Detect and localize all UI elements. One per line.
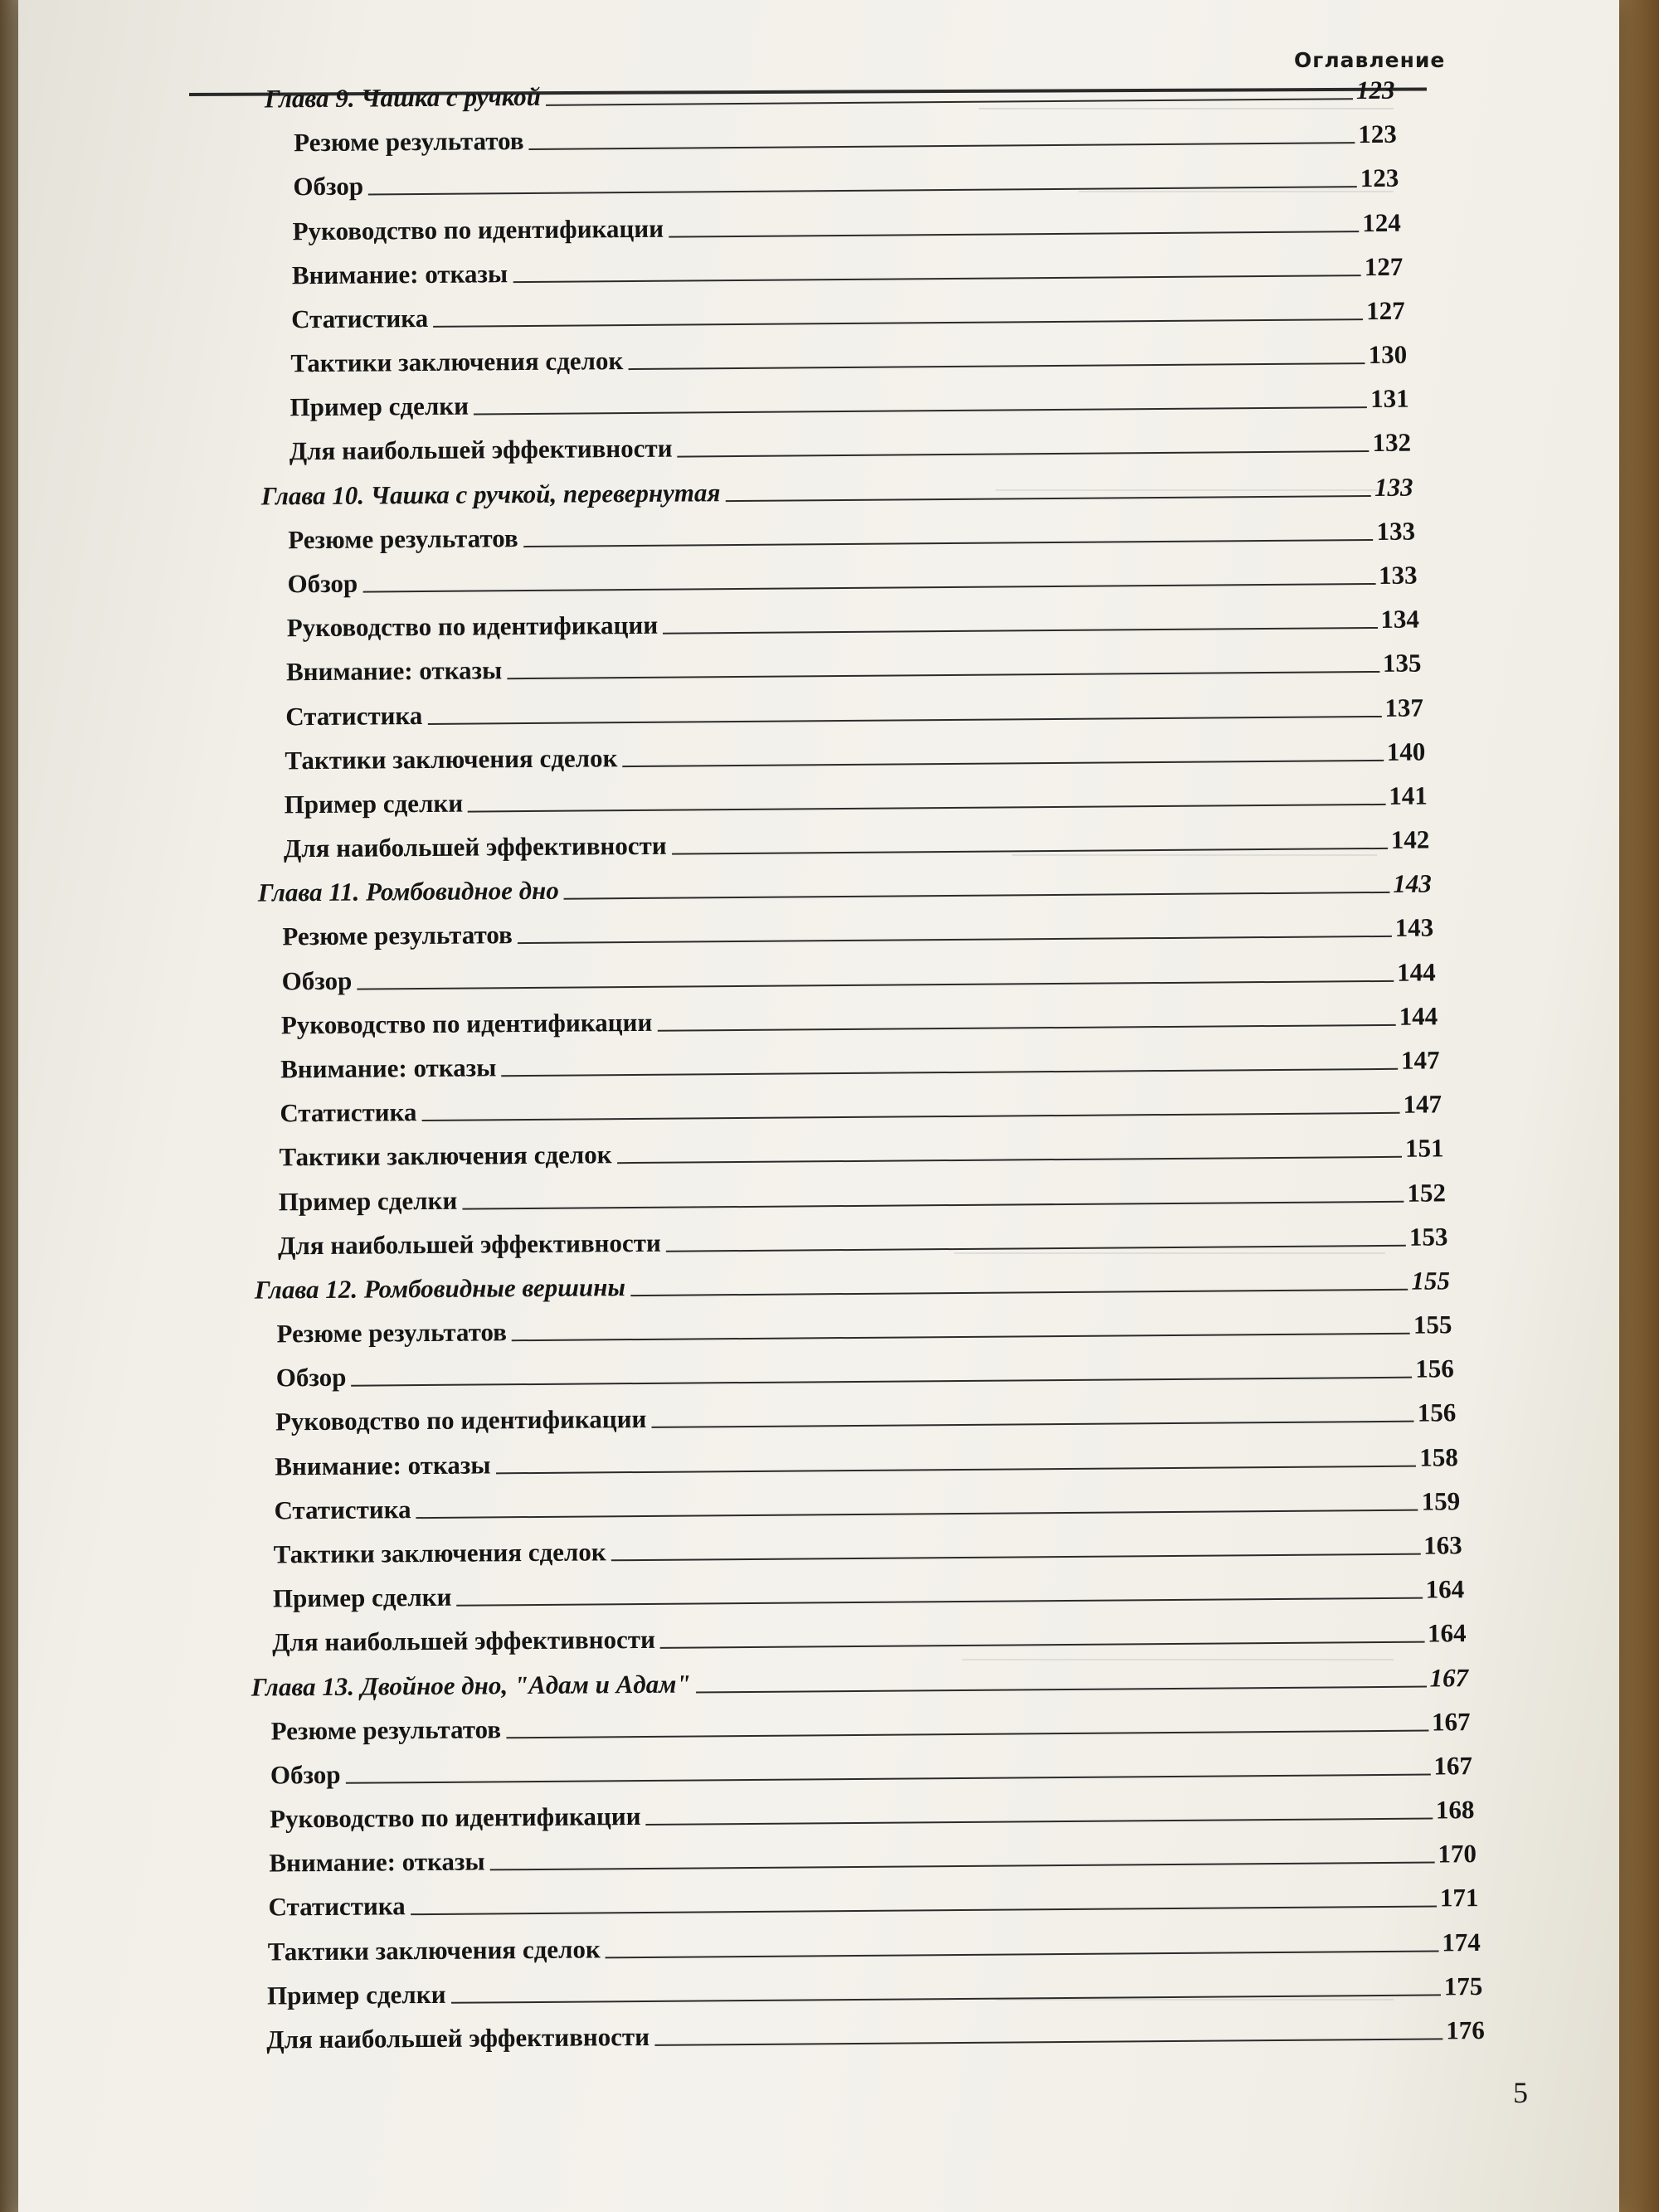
toc-entry-title: Тактики заключения сделок xyxy=(290,346,624,378)
toc-section-entry xyxy=(269,1835,1484,1879)
toc-section-entry xyxy=(292,204,1408,246)
leader-line xyxy=(468,804,1385,813)
toc-entry-page: 167 xyxy=(1429,1662,1469,1693)
toc-entry-page: 142 xyxy=(1390,824,1430,854)
toc-entry-title: Руководство по идентификации xyxy=(292,213,664,246)
toc-entry-page: 130 xyxy=(1368,339,1408,370)
toc-section-entry xyxy=(291,293,1413,335)
toc-entry-title: Внимание: отказы xyxy=(285,655,503,687)
leader-line xyxy=(501,1068,1398,1077)
leader-line xyxy=(451,1994,1441,2003)
toc-entry-page: 132 xyxy=(1372,428,1412,458)
toc-section-entry xyxy=(272,1615,1474,1657)
toc-entry-page: 156 xyxy=(1415,1354,1454,1383)
toc-entry-title: Тактики заключения сделок xyxy=(279,1140,612,1172)
page-number: 5 xyxy=(1513,2076,1528,2109)
leader-line xyxy=(351,1377,1412,1387)
toc-entry-page: 167 xyxy=(1433,1751,1473,1781)
leader-line xyxy=(628,362,1365,370)
toc-section-entry xyxy=(266,2012,1492,2055)
toc-entry-title: Резюме результатов xyxy=(270,1714,502,1746)
toc-entry-title: Резюме результатов xyxy=(282,920,513,951)
toc-entry-page: 159 xyxy=(1421,1486,1461,1516)
leader-line xyxy=(529,142,1355,150)
toc-entry-title: Внимание: отказы xyxy=(275,1450,491,1481)
toc-entry-page: 134 xyxy=(1380,604,1420,634)
toc-entry-page: 155 xyxy=(1413,1310,1452,1339)
toc-section-entry xyxy=(293,160,1407,202)
toc-entry-page: 127 xyxy=(1364,251,1404,281)
toc-chapter-entry xyxy=(265,72,1403,114)
toc-entry-page: 140 xyxy=(1386,737,1426,766)
toc-entry-title: Пример сделки xyxy=(289,391,469,422)
toc-entry-page: 137 xyxy=(1384,693,1424,722)
toc-section-entry xyxy=(285,689,1431,732)
toc-entry-page: 124 xyxy=(1362,207,1401,237)
toc-section-entry xyxy=(290,337,1415,379)
toc-entry-page: 167 xyxy=(1431,1706,1471,1737)
leader-line xyxy=(611,1553,1420,1562)
toc-entry-page: 133 xyxy=(1378,560,1418,590)
leader-line xyxy=(606,1950,1439,1958)
toc-entry-page: 133 xyxy=(1376,516,1416,546)
toc-entry-page: 133 xyxy=(1374,472,1413,502)
toc-section-entry xyxy=(268,1879,1486,1923)
toc-entry-title: Глава 9. Чашка с ручкой xyxy=(264,81,542,114)
leader-line xyxy=(657,1024,1395,1032)
toc-entry-title: Внимание: отказы xyxy=(269,1846,485,1878)
toc-entry-title: Глава 13. Двойное дно, "Адам и Адам" xyxy=(251,1669,691,1702)
toc-section-entry xyxy=(270,1748,1481,1790)
toc-entry-title: Резюме результатов xyxy=(276,1317,508,1349)
toc-entry-page: 164 xyxy=(1427,1618,1467,1648)
toc-entry-title: Для наибольшей эффективности xyxy=(266,2021,650,2054)
toc-section-entry xyxy=(270,1704,1478,1746)
leader-line xyxy=(357,980,1394,989)
toc-entry-title: Руководство по идентификации xyxy=(270,1801,641,1834)
toc-entry-page: 176 xyxy=(1446,2015,1485,2045)
toc-entry-page: 123 xyxy=(1358,119,1397,149)
leader-line xyxy=(666,1244,1406,1252)
toc-entry-title: Внимание: отказы xyxy=(280,1053,497,1084)
toc-entry-title: Обзор xyxy=(275,1363,347,1393)
running-header: Оглавление xyxy=(1294,48,1446,72)
toc-chapter-entry xyxy=(258,866,1440,908)
toc-entry-title: Статистика xyxy=(268,1891,406,1922)
toc-section-entry xyxy=(287,601,1428,644)
toc-entry-page: 143 xyxy=(1394,912,1434,943)
toc-entry-page: 155 xyxy=(1411,1266,1451,1296)
toc-entry-title: Обзор xyxy=(287,568,358,599)
leader-line xyxy=(416,1509,1418,1518)
leader-line xyxy=(506,1729,1428,1738)
leader-line xyxy=(646,1818,1433,1826)
toc-entry-title: Статистика xyxy=(280,1097,417,1128)
toc-section-entry xyxy=(284,822,1438,864)
toc-section-entry xyxy=(280,1042,1447,1084)
leader-line xyxy=(362,583,1375,593)
toc-section-entry xyxy=(285,777,1436,819)
toc-entry-page: 144 xyxy=(1399,1001,1438,1031)
toc-entry-title: Тактики заключения сделок xyxy=(267,1934,601,1966)
toc-section-entry xyxy=(294,116,1404,158)
toc-section-entry xyxy=(286,645,1429,688)
leader-line xyxy=(518,936,1392,944)
toc-entry-title: Пример сделки xyxy=(278,1185,458,1216)
toc-section-entry xyxy=(270,1791,1482,1834)
leader-line xyxy=(660,1641,1424,1649)
toc-section-entry xyxy=(276,1306,1460,1349)
leader-line xyxy=(696,1685,1427,1693)
toc-entry-title: Статистика xyxy=(290,303,429,334)
toc-entry-title: Глава 10. Чашка с ручкой, перевернутая xyxy=(260,477,721,511)
toc-entry-title: Статистика xyxy=(274,1494,411,1525)
toc-entry-title: Для наибольшей эффективности xyxy=(289,434,673,466)
leader-line xyxy=(474,406,1367,415)
leader-line xyxy=(411,1906,1437,1916)
toc-entry-title: Резюме результатов xyxy=(288,523,518,555)
toc-entry-page: 123 xyxy=(1355,75,1395,105)
toc-chapter-entry xyxy=(251,1660,1477,1703)
toc-section-entry xyxy=(273,1571,1472,1613)
toc-entry-title: Тактики заключения сделок xyxy=(273,1537,606,1569)
toc-entry-page: 156 xyxy=(1417,1398,1457,1428)
leader-line xyxy=(427,715,1381,724)
toc-entry-page: 152 xyxy=(1407,1177,1447,1208)
leader-line xyxy=(368,187,1357,196)
toc-entry-title: Статистика xyxy=(285,700,423,731)
toc-entry-page: 170 xyxy=(1438,1839,1477,1869)
toc-entry-title: Руководство по идентификации xyxy=(280,1007,653,1040)
leader-line xyxy=(513,275,1361,283)
toc-entry-title: Для наибольшей эффективности xyxy=(272,1625,656,1657)
toc-entry-page: 153 xyxy=(1408,1222,1448,1252)
toc-entry-page: 123 xyxy=(1360,163,1399,193)
toc-entry-page: 147 xyxy=(1403,1089,1443,1119)
toc-entry-title: Пример сделки xyxy=(266,1979,446,2010)
leader-line xyxy=(496,1465,1417,1474)
toc-entry-title: Обзор xyxy=(281,965,353,995)
toc-section-entry xyxy=(285,733,1433,775)
leader-line xyxy=(433,318,1363,328)
toc-entry-title: Пример сделки xyxy=(272,1582,452,1613)
toc-chapter-entry xyxy=(255,1262,1458,1305)
toc-entry-title: Для наибольшей эффективности xyxy=(283,830,667,863)
toc-section-entry xyxy=(281,954,1443,996)
toc-section-entry xyxy=(282,910,1442,952)
toc-section-entry xyxy=(288,513,1423,555)
toc-entry-page: 143 xyxy=(1393,868,1432,899)
toc-entry-title: Резюме результатов xyxy=(294,126,524,158)
toc-entry-page: 151 xyxy=(1404,1133,1444,1164)
toc-entry-page: 174 xyxy=(1442,1927,1481,1957)
toc-entry-title: Руководство по идентификации xyxy=(286,610,659,643)
toc-entry-title: Обзор xyxy=(270,1759,341,1790)
toc-entry-page: 175 xyxy=(1443,1971,1483,2001)
toc-entry-title: Обзор xyxy=(293,171,364,202)
leader-line xyxy=(669,231,1359,238)
toc-entry-page: 147 xyxy=(1400,1045,1440,1075)
toc-entry-title: Тактики заключения сделок xyxy=(285,742,618,775)
toc-entry-page: 131 xyxy=(1370,383,1409,414)
toc-entry-title: Руководство по идентификации xyxy=(275,1404,647,1437)
toc-section-entry xyxy=(289,425,1419,467)
leader-line xyxy=(507,671,1379,679)
toc-entry-title: Глава 12. Ромбовидные вершины xyxy=(254,1272,626,1305)
toc-entry-title: Для наибольшей эффективности xyxy=(277,1228,661,1261)
leader-line xyxy=(651,1421,1413,1428)
toc-section-entry xyxy=(278,1218,1456,1261)
toc-section-entry xyxy=(280,1086,1449,1128)
leader-line xyxy=(678,451,1370,459)
toc-entry-page: 127 xyxy=(1366,295,1405,325)
leader-line xyxy=(623,760,1384,767)
toc-entry-title: Внимание: отказы xyxy=(291,258,508,289)
toc-entry-page: 171 xyxy=(1439,1883,1479,1913)
toc-section-entry xyxy=(287,557,1425,600)
toc-entry-page: 168 xyxy=(1435,1795,1475,1825)
leader-line xyxy=(564,892,1389,900)
leader-line xyxy=(546,98,1353,106)
toc-entry-page: 164 xyxy=(1425,1574,1465,1604)
leader-line xyxy=(512,1333,1410,1342)
toc-entry-page: 158 xyxy=(1419,1441,1458,1472)
toc-section-entry xyxy=(289,381,1417,423)
toc-section-entry xyxy=(279,1174,1454,1217)
leader-line xyxy=(672,848,1388,855)
toc-entry-page: 163 xyxy=(1423,1530,1462,1560)
leader-line xyxy=(490,1862,1435,1871)
toc-chapter-entry xyxy=(261,469,1421,511)
toc-section-entry xyxy=(268,1924,1489,1967)
toc-section-entry xyxy=(292,248,1411,290)
toc-entry-page: 141 xyxy=(1389,780,1428,810)
toc-section-entry xyxy=(267,1968,1491,2011)
toc-section-entry xyxy=(275,1439,1466,1481)
toc-entry-title: Глава 11. Ромбовидное дно xyxy=(257,876,559,907)
toc-section-entry xyxy=(275,1395,1464,1437)
leader-line xyxy=(663,627,1377,634)
leader-line xyxy=(456,1597,1422,1607)
toc-section-entry xyxy=(279,1130,1452,1173)
toc-section-entry xyxy=(276,1350,1462,1393)
leader-line xyxy=(523,539,1374,547)
leader-line xyxy=(630,1289,1408,1296)
leader-line xyxy=(462,1200,1404,1209)
toc-section-entry xyxy=(274,1527,1471,1569)
toc-entry-title: Пример сделки xyxy=(284,788,464,819)
leader-line xyxy=(422,1112,1400,1121)
toc-section-entry xyxy=(281,998,1446,1040)
leader-line xyxy=(617,1156,1402,1164)
leader-line xyxy=(346,1773,1431,1783)
toc-entry-page: 144 xyxy=(1397,957,1436,987)
toc-entry-page: 135 xyxy=(1382,648,1422,678)
leader-line xyxy=(726,495,1372,502)
leader-line xyxy=(654,2038,1443,2045)
toc-section-entry xyxy=(274,1483,1468,1525)
